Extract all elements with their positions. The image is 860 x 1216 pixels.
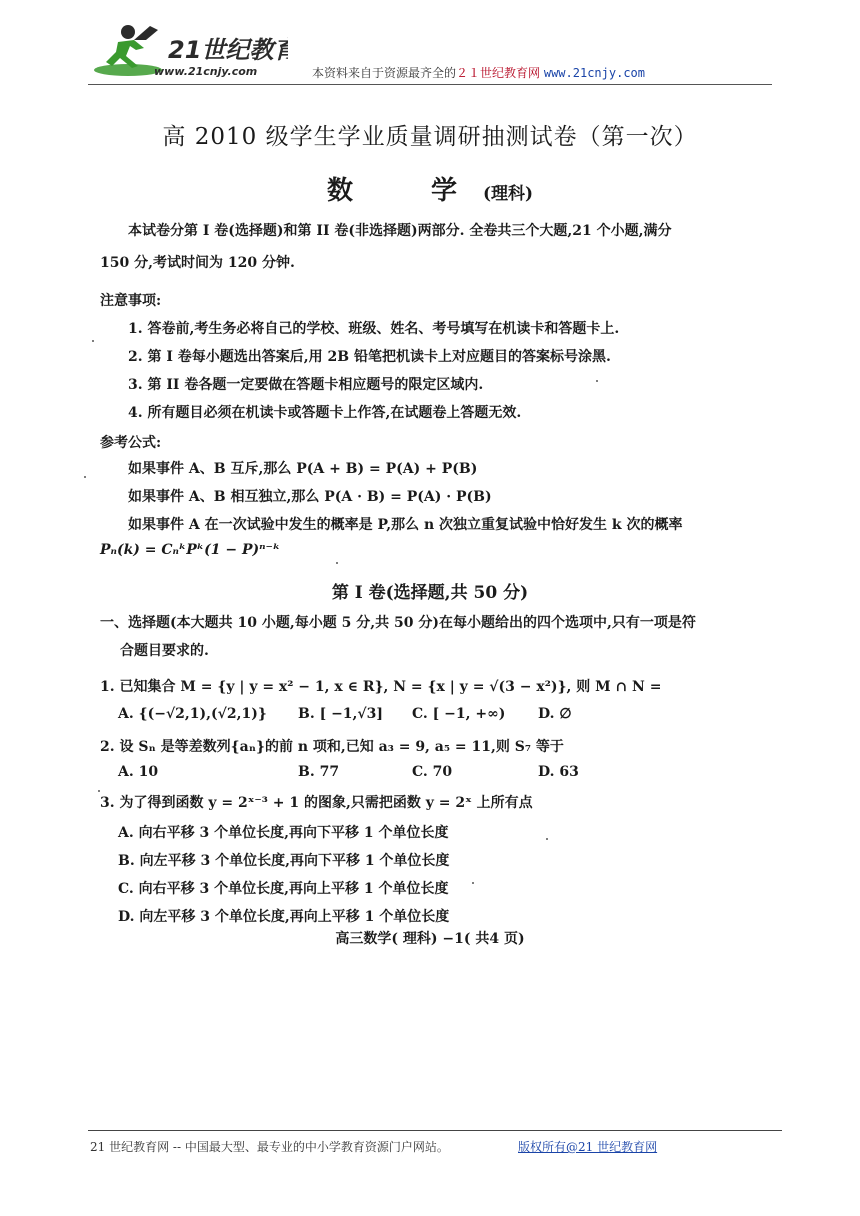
formula-item: 如果事件 A、B 相互独立,那么 P(A · B) = P(A) · P(B) [128,489,492,505]
question-2-stem: 2. 设 Sₙ 是等差数列{aₙ}的前 n 项和,已知 a₃ = 9, a₅ = 11,则 S₇ 等于 [100,739,564,755]
section-title: 第 I 卷(选择题,共 50 分) [331,583,529,603]
header-notice [312,64,645,81]
footer-copyright-link[interactable]: 版权所有@21 世纪教育网 [518,1140,658,1154]
header-divider [88,84,772,85]
footer-divider [88,1130,782,1131]
scan-speck [472,882,474,884]
scan-speck [98,790,100,792]
note-item: 1. 答卷前,考生务必将自己的学校、班级、姓名、考号填写在机读卡和答题卡上. [128,321,620,337]
scan-speck [596,380,598,382]
page-number: 高三数学( 理科) −1( 共4 页) [335,931,525,947]
note-item: 4. 所有题目必须在机读卡或答题卡上作答,在试题卷上答题无效. [128,405,522,421]
question-3-option-c: C. 向右平移 3 个单位长度,再向上平移 1 个单位长度 [118,881,449,897]
subject-note: (理科) [482,184,534,204]
intro-line-1: 本试卷分第 I 卷(选择题)和第 II 卷(非选择题)两部分. 全卷共三个大题,21 个小题,满分 [128,223,672,239]
site-logo[interactable] [88,18,288,86]
question-1-option-b: B. [ −1,√3] [298,706,383,722]
question-2-option-c: C. 70 [412,764,453,780]
question-2-option-d: D. 63 [538,764,579,780]
formula-item: 如果事件 A 在一次试验中发生的概率是 P,那么 n 次独立重复试验中恰好发生 k 次的概率 [128,517,683,533]
question-1-option-a: A. {(−√2,1),(√2,1)} [118,706,267,722]
formula-item: Pₙ(k) = CₙᵏPᵏ(1 − P)ⁿ⁻ᵏ [100,542,281,558]
note-item: 2. 第 I 卷每小题选出答案后,用 2B 铅笔把机读卡上对应题目的答案标号涂黑. [128,349,611,365]
logo-text: 21世纪教育 [168,36,288,64]
header-notice-accent[interactable]: ２１世纪教育网 [456,66,541,80]
scan-speck [92,340,94,342]
intro-line-2: 150 分,考试时间为 120 分钟. [100,255,295,271]
question-2-option-a: A. 10 [118,764,159,780]
subject-name: 数 学 [326,176,483,206]
question-3-stem: 3. 为了得到函数 y = 2ˣ⁻³ + 1 的图象,只需把函数 y = 2ˣ 上所有点 [100,795,533,811]
header-notice-link[interactable]: www.21cnjy.com [543,66,646,80]
scan-speck [546,838,548,840]
logo-url: www.21cnjy.com [154,65,258,78]
question-3-option-d: D. 向左平移 3 个单位长度,再向上平移 1 个单位长度 [118,909,450,925]
scan-speck [84,476,86,478]
runner-logo-icon [88,18,288,86]
question-1-option-d: D. ∅ [538,706,572,722]
footer-slogan: 21 世纪教育网 -- 中国最大型、最专业的中小学教育资源门户网站。 [90,1140,449,1154]
formula-item: 如果事件 A、B 互斥,那么 P(A + B) = P(A) + P(B) [128,461,478,477]
exam-subject [0,170,860,207]
question-1-stem: 1. 已知集合 M = {y | y = x² − 1, x ∈ R}, N = {x | y = √(3 − x²)}, 则 M ∩ N = [100,679,662,695]
note-item: 3. 第 II 卷各题一定要做在答题卡相应题号的限定区域内. [128,377,484,393]
part-intro-line-2: 合题目要求的. [120,643,209,659]
exam-paper [0,100,860,980]
header-notice-prefix: 本资料来自于资源最齐全的 [312,66,457,80]
question-1-option-c: C. [ −1, +∞) [412,706,506,722]
question-2-option-b: B. 77 [298,764,340,780]
formula-heading: 参考公式: [100,435,162,451]
scan-speck [336,562,338,564]
exam-title: 高 2010 级学生学业质量调研抽测试卷（第一次） [162,124,698,150]
question-3-option-a: A. 向右平移 3 个单位长度,再向下平移 1 个单位长度 [118,825,449,841]
notes-heading: 注意事项: [100,293,162,309]
question-3-option-b: B. 向左平移 3 个单位长度,再向下平移 1 个单位长度 [118,853,450,869]
part-intro-line-1: 一、选择题(本大题共 10 小题,每小题 5 分,共 50 分)在每小题给出的四个选项中,只有一项是符 [100,615,696,631]
